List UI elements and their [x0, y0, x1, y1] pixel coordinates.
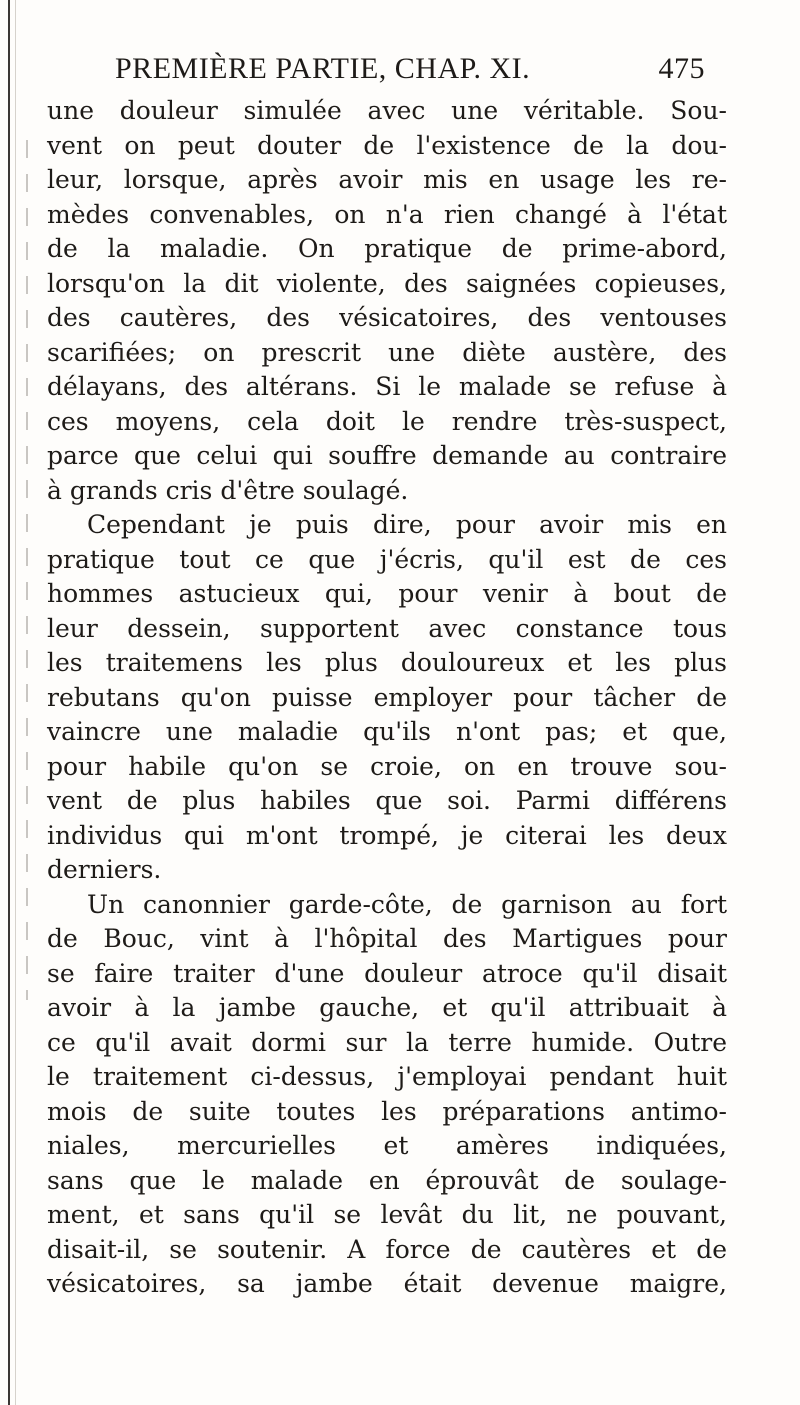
text-line: vent de plus habiles que soi. Parmi différens: [47, 786, 727, 815]
text-line: pour habile qu'on se croie, on en trouve sou-: [47, 751, 727, 781]
text-line: de Bouc, vint à l'hôpital des Martigues pour: [47, 924, 727, 953]
text-line: sans que le malade en éprouvât de soulage-: [47, 1165, 727, 1195]
text-line: pratique tout ce que j'écris, qu'il est de ces: [47, 544, 727, 574]
text-line: lorsqu'on la dit violente, des saignées copieuses,: [47, 268, 727, 298]
text-line: ce qu'il avait dormi sur la terre humide. Outre: [47, 1027, 727, 1057]
text-line: avoir à la jambe gauche, et qu'il attribuait à: [47, 993, 727, 1022]
text-line: une douleur simulée avec une véritable. Sou-: [47, 96, 727, 125]
page-number: 475: [658, 52, 705, 85]
text-line: les traitemens les plus douloureux et les plus: [47, 648, 727, 677]
text-line: individus qui m'ont trompé, je citerai les deux: [47, 820, 727, 850]
text-line: se faire traiter d'une douleur atroce qu'il disait: [47, 958, 727, 988]
text-line: Cependant je puis dire, pour avoir mis en: [87, 510, 727, 539]
text-line: rebutans qu'on puisse employer pour tâcher de: [47, 682, 727, 712]
text-line: vaincre une maladie qu'ils n'ont pas; et que,: [47, 717, 727, 746]
text-line: ment, et sans qu'il se levât du lit, ne pouvant,: [47, 1200, 727, 1229]
text-line: mois de suite toutes les préparations antimo-: [47, 1096, 727, 1126]
text-line: vésicatoires, sa jambe était devenue maigre,: [47, 1269, 727, 1298]
running-head-title: PREMIÈRE PARTIE, CHAP. XI.: [115, 52, 531, 85]
page-edge-line: [8, 0, 10, 1405]
text-line: hommes astucieux qui, pour venir à bout de: [47, 579, 727, 608]
text-line: disait-il, se soutenir. A force de cautères et de: [47, 1234, 727, 1264]
body-text: [47, 94, 727, 1302]
gutter-marks: [26, 140, 28, 1000]
text-line: parce que celui qui souffre demande au contraire: [47, 441, 727, 470]
text-line: leur dessein, supportent avec constance tous: [47, 613, 727, 643]
text-line: mèdes convenables, on n'a rien changé à l'état: [47, 199, 727, 229]
text-line: à grands cris d'être soulagé.: [47, 475, 409, 505]
text-line: vent on peut douter de l'existence de la dou-: [47, 130, 727, 160]
text-line: ces moyens, cela doit le rendre très-suspect,: [47, 406, 727, 436]
text-line: délayans, des altérans. Si le malade se refuse à: [47, 372, 727, 401]
text-line: derniers.: [47, 855, 162, 884]
running-head: [115, 52, 705, 92]
text-line: de la maladie. On pratique de prime-abord,: [47, 234, 727, 263]
page-edge-shadow: [15, 0, 16, 1405]
text-line: Un canonnier garde-côte, de garnison au fort: [87, 889, 727, 919]
text-line: le traitement ci-dessus, j'employai pendant huit: [47, 1062, 727, 1091]
text-line: leur, lorsque, après avoir mis en usage les re-: [47, 165, 727, 194]
text-line: des cautères, des vésicatoires, des ventouses: [47, 303, 727, 332]
text-line: scarifiées; on prescrit une diète austère, des: [47, 337, 727, 367]
text-line: niales, mercurielles et amères indiquées,: [47, 1131, 727, 1160]
